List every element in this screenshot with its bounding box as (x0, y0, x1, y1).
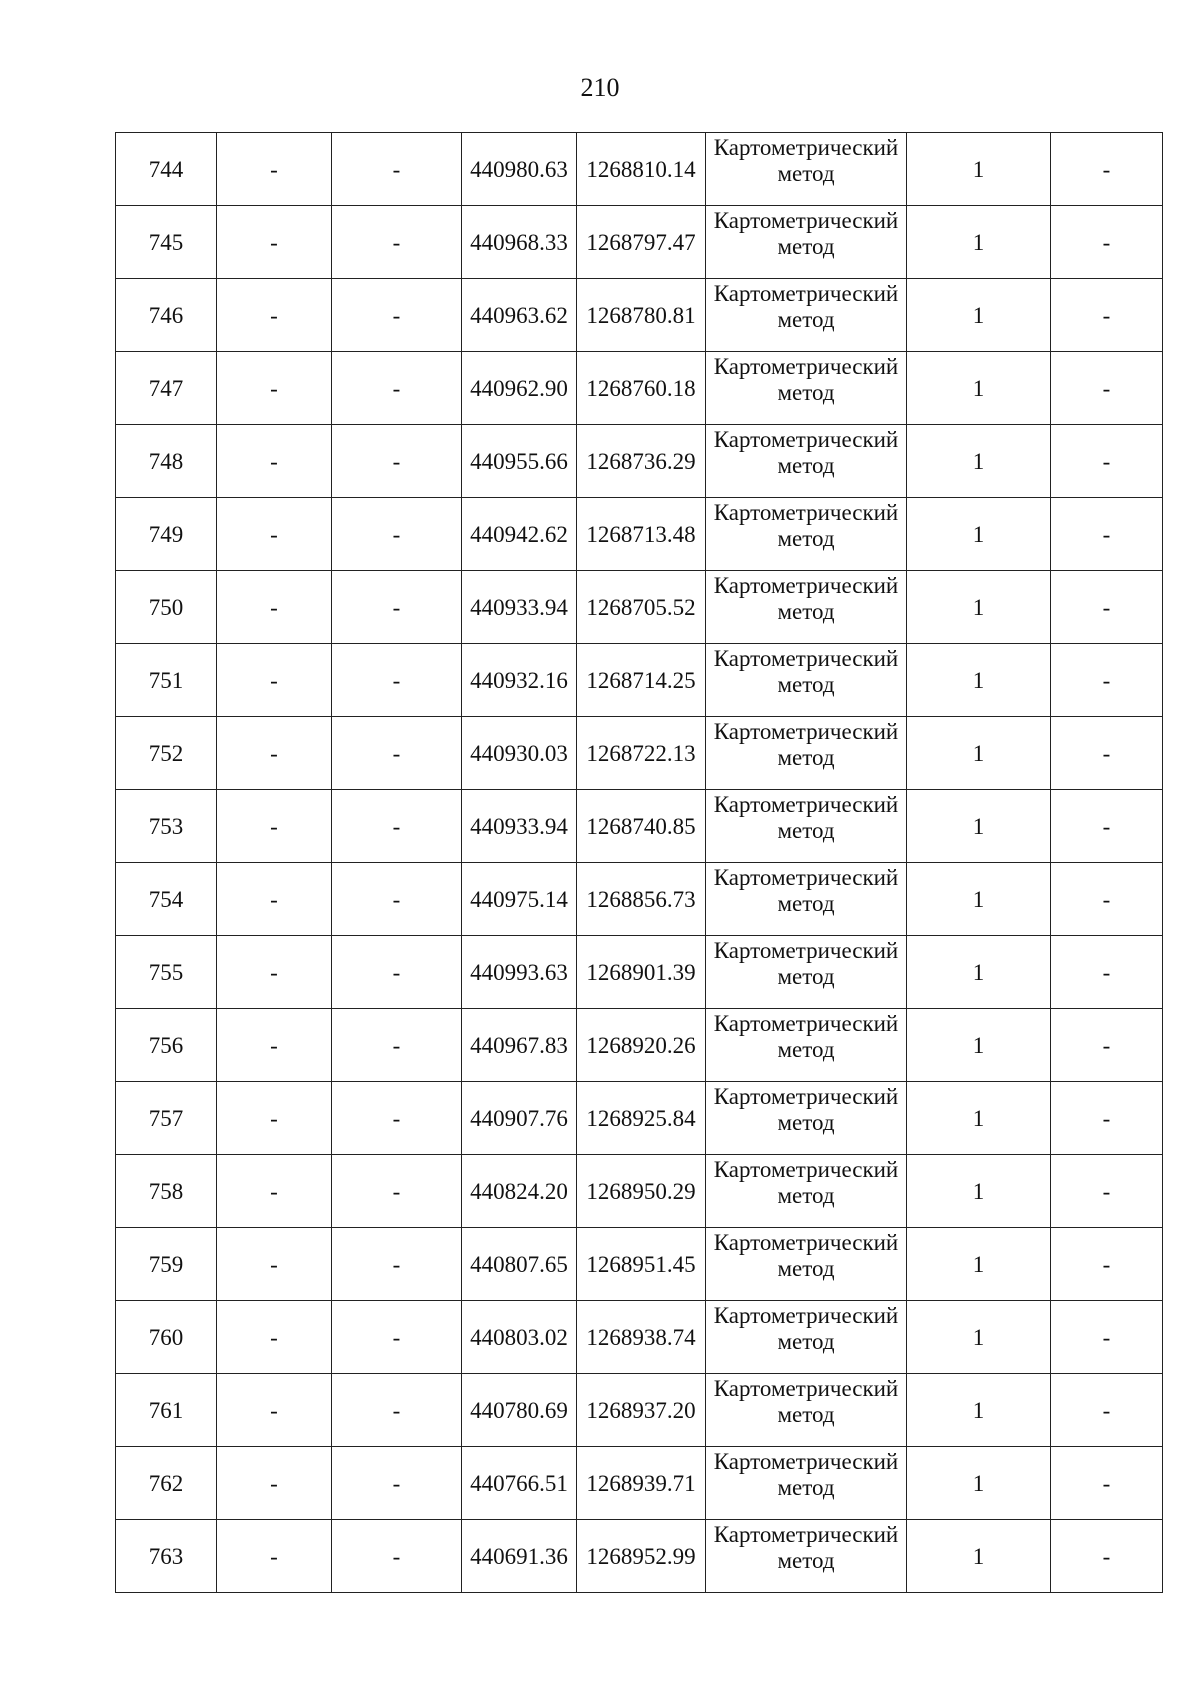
empty-value-cell: - (217, 644, 332, 717)
empty-value-cell: - (1051, 644, 1163, 717)
method-line-1: Картометрический (713, 865, 899, 890)
table-body (116, 133, 1163, 1593)
point-number-cell: 745 (116, 206, 217, 279)
method-line-1: Картометрический (713, 719, 899, 744)
table-row (116, 1009, 1163, 1082)
method-line-1: Картометрический (713, 500, 899, 525)
y-coordinate-cell: 1268705.52 (577, 571, 706, 644)
empty-value-cell: - (1051, 1009, 1163, 1082)
accuracy-cell: 1 (907, 1228, 1051, 1301)
x-coordinate-cell: 440766.51 (462, 1447, 577, 1520)
method-cell (706, 1155, 907, 1228)
method-line-2: метод (777, 964, 835, 989)
x-coordinate-cell: 440942.62 (462, 498, 577, 571)
accuracy-cell: 1 (907, 1082, 1051, 1155)
method-line-1: Картометрический (713, 938, 899, 963)
y-coordinate-cell: 1268937.20 (577, 1374, 706, 1447)
method-cell (706, 644, 907, 717)
table-row (116, 1447, 1163, 1520)
y-coordinate-cell: 1268925.84 (577, 1082, 706, 1155)
empty-value-cell: - (332, 279, 462, 352)
accuracy-cell: 1 (907, 644, 1051, 717)
empty-value-cell: - (217, 863, 332, 936)
empty-value-cell: - (332, 644, 462, 717)
empty-value-cell: - (332, 1447, 462, 1520)
table-row (116, 717, 1163, 790)
empty-value-cell: - (332, 1228, 462, 1301)
table-row (116, 1082, 1163, 1155)
y-coordinate-cell: 1268856.73 (577, 863, 706, 936)
empty-value-cell: - (1051, 1082, 1163, 1155)
empty-value-cell: - (332, 1082, 462, 1155)
accuracy-cell: 1 (907, 1374, 1051, 1447)
accuracy-cell: 1 (907, 206, 1051, 279)
y-coordinate-cell: 1268939.71 (577, 1447, 706, 1520)
method-cell (706, 206, 907, 279)
empty-value-cell: - (332, 717, 462, 790)
point-number-cell: 761 (116, 1374, 217, 1447)
method-cell (706, 1447, 907, 1520)
empty-value-cell: - (1051, 717, 1163, 790)
accuracy-cell: 1 (907, 352, 1051, 425)
method-line-2: метод (777, 1548, 835, 1573)
method-line-2: метод (777, 380, 835, 405)
empty-value-cell: - (1051, 206, 1163, 279)
table-row (116, 790, 1163, 863)
empty-value-cell: - (1051, 352, 1163, 425)
empty-value-cell: - (217, 206, 332, 279)
x-coordinate-cell: 440955.66 (462, 425, 577, 498)
method-line-2: метод (777, 1329, 835, 1354)
accuracy-cell: 1 (907, 425, 1051, 498)
method-line-1: Картометрический (713, 1522, 899, 1547)
empty-value-cell: - (217, 352, 332, 425)
point-number-cell: 747 (116, 352, 217, 425)
method-line-1: Картометрический (713, 135, 899, 160)
x-coordinate-cell: 440824.20 (462, 1155, 577, 1228)
empty-value-cell: - (217, 425, 332, 498)
table-row (116, 1301, 1163, 1374)
method-line-2: метод (777, 234, 835, 259)
empty-value-cell: - (1051, 1520, 1163, 1593)
point-number-cell: 752 (116, 717, 217, 790)
method-line-2: метод (777, 891, 835, 916)
empty-value-cell: - (217, 279, 332, 352)
table-row (116, 425, 1163, 498)
empty-value-cell: - (1051, 1228, 1163, 1301)
x-coordinate-cell: 440980.63 (462, 133, 577, 206)
table-row (116, 279, 1163, 352)
point-number-cell: 756 (116, 1009, 217, 1082)
table-row (116, 206, 1163, 279)
empty-value-cell: - (217, 1520, 332, 1593)
accuracy-cell: 1 (907, 1520, 1051, 1593)
accuracy-cell: 1 (907, 498, 1051, 571)
point-number-cell: 751 (116, 644, 217, 717)
empty-value-cell: - (332, 1520, 462, 1593)
empty-value-cell: - (217, 1374, 332, 1447)
x-coordinate-cell: 440962.90 (462, 352, 577, 425)
empty-value-cell: - (332, 352, 462, 425)
method-line-1: Картометрический (713, 427, 899, 452)
accuracy-cell: 1 (907, 1009, 1051, 1082)
point-number-cell: 749 (116, 498, 217, 571)
method-line-2: метод (777, 745, 835, 770)
method-cell (706, 133, 907, 206)
coordinates-table (115, 132, 1163, 1593)
method-line-1: Картометрический (713, 1011, 899, 1036)
method-line-1: Картометрический (713, 646, 899, 671)
empty-value-cell: - (217, 571, 332, 644)
point-number-cell: 758 (116, 1155, 217, 1228)
empty-value-cell: - (332, 1374, 462, 1447)
method-cell (706, 571, 907, 644)
point-number-cell: 753 (116, 790, 217, 863)
empty-value-cell: - (1051, 498, 1163, 571)
table-row (116, 863, 1163, 936)
empty-value-cell: - (217, 717, 332, 790)
empty-value-cell: - (332, 936, 462, 1009)
table-row (116, 644, 1163, 717)
x-coordinate-cell: 440930.03 (462, 717, 577, 790)
method-line-2: метод (777, 1110, 835, 1135)
y-coordinate-cell: 1268760.18 (577, 352, 706, 425)
x-coordinate-cell: 440967.83 (462, 1009, 577, 1082)
y-coordinate-cell: 1268780.81 (577, 279, 706, 352)
method-cell (706, 279, 907, 352)
empty-value-cell: - (332, 863, 462, 936)
method-line-1: Картометрический (713, 1303, 899, 1328)
table-row (116, 498, 1163, 571)
method-cell (706, 1301, 907, 1374)
empty-value-cell: - (332, 206, 462, 279)
point-number-cell: 748 (116, 425, 217, 498)
method-cell (706, 1228, 907, 1301)
empty-value-cell: - (332, 425, 462, 498)
y-coordinate-cell: 1268920.26 (577, 1009, 706, 1082)
accuracy-cell: 1 (907, 1155, 1051, 1228)
empty-value-cell: - (332, 1301, 462, 1374)
empty-value-cell: - (1051, 790, 1163, 863)
empty-value-cell: - (217, 1301, 332, 1374)
y-coordinate-cell: 1268713.48 (577, 498, 706, 571)
method-line-2: метод (777, 453, 835, 478)
empty-value-cell: - (217, 1447, 332, 1520)
method-line-1: Картометрический (713, 792, 899, 817)
method-cell (706, 790, 907, 863)
method-cell (706, 717, 907, 790)
accuracy-cell: 1 (907, 790, 1051, 863)
y-coordinate-cell: 1268938.74 (577, 1301, 706, 1374)
y-coordinate-cell: 1268810.14 (577, 133, 706, 206)
empty-value-cell: - (1051, 425, 1163, 498)
point-number-cell: 759 (116, 1228, 217, 1301)
empty-value-cell: - (332, 1155, 462, 1228)
method-cell (706, 863, 907, 936)
table-row (116, 1155, 1163, 1228)
method-line-1: Картометрический (713, 1230, 899, 1255)
table-row (116, 133, 1163, 206)
method-line-2: метод (777, 307, 835, 332)
method-cell (706, 1082, 907, 1155)
method-line-2: метод (777, 1256, 835, 1281)
accuracy-cell: 1 (907, 1301, 1051, 1374)
x-coordinate-cell: 440932.16 (462, 644, 577, 717)
empty-value-cell: - (217, 1082, 332, 1155)
x-coordinate-cell: 440803.02 (462, 1301, 577, 1374)
empty-value-cell: - (1051, 1447, 1163, 1520)
page-number: 210 (580, 73, 620, 102)
y-coordinate-cell: 1268740.85 (577, 790, 706, 863)
x-coordinate-cell: 440993.63 (462, 936, 577, 1009)
method-line-1: Картометрический (713, 281, 899, 306)
empty-value-cell: - (217, 1228, 332, 1301)
accuracy-cell: 1 (907, 936, 1051, 1009)
point-number-cell: 757 (116, 1082, 217, 1155)
empty-value-cell: - (1051, 1301, 1163, 1374)
y-coordinate-cell: 1268722.13 (577, 717, 706, 790)
method-cell (706, 425, 907, 498)
method-line-1: Картометрический (713, 573, 899, 598)
accuracy-cell: 1 (907, 571, 1051, 644)
table-row (116, 1520, 1163, 1593)
method-cell (706, 1009, 907, 1082)
method-line-2: метод (777, 1475, 835, 1500)
method-line-2: метод (777, 1037, 835, 1062)
empty-value-cell: - (1051, 133, 1163, 206)
method-line-2: метод (777, 161, 835, 186)
method-line-1: Картометрический (713, 1157, 899, 1182)
method-line-2: метод (777, 1183, 835, 1208)
point-number-cell: 744 (116, 133, 217, 206)
point-number-cell: 750 (116, 571, 217, 644)
empty-value-cell: - (332, 133, 462, 206)
y-coordinate-cell: 1268950.29 (577, 1155, 706, 1228)
y-coordinate-cell: 1268714.25 (577, 644, 706, 717)
method-line-1: Картометрический (713, 1376, 899, 1401)
point-number-cell: 762 (116, 1447, 217, 1520)
method-line-2: метод (777, 599, 835, 624)
empty-value-cell: - (1051, 936, 1163, 1009)
x-coordinate-cell: 440975.14 (462, 863, 577, 936)
accuracy-cell: 1 (907, 717, 1051, 790)
y-coordinate-cell: 1268951.45 (577, 1228, 706, 1301)
empty-value-cell: - (332, 498, 462, 571)
empty-value-cell: - (217, 1009, 332, 1082)
method-cell (706, 936, 907, 1009)
empty-value-cell: - (1051, 1374, 1163, 1447)
empty-value-cell: - (217, 790, 332, 863)
method-line-1: Картометрический (713, 1084, 899, 1109)
table-row (116, 571, 1163, 644)
y-coordinate-cell: 1268736.29 (577, 425, 706, 498)
y-coordinate-cell: 1268952.99 (577, 1520, 706, 1593)
empty-value-cell: - (1051, 571, 1163, 644)
empty-value-cell: - (1051, 279, 1163, 352)
accuracy-cell: 1 (907, 1447, 1051, 1520)
x-coordinate-cell: 440691.36 (462, 1520, 577, 1593)
method-line-2: метод (777, 672, 835, 697)
x-coordinate-cell: 440968.33 (462, 206, 577, 279)
empty-value-cell: - (332, 790, 462, 863)
accuracy-cell: 1 (907, 279, 1051, 352)
y-coordinate-cell: 1268901.39 (577, 936, 706, 1009)
accuracy-cell: 1 (907, 133, 1051, 206)
method-line-1: Картометрический (713, 208, 899, 233)
empty-value-cell: - (1051, 863, 1163, 936)
method-line-2: метод (777, 818, 835, 843)
table-row (116, 352, 1163, 425)
x-coordinate-cell: 440933.94 (462, 790, 577, 863)
method-line-2: метод (777, 526, 835, 551)
x-coordinate-cell: 440780.69 (462, 1374, 577, 1447)
method-cell (706, 1520, 907, 1593)
y-coordinate-cell: 1268797.47 (577, 206, 706, 279)
table-row (116, 936, 1163, 1009)
x-coordinate-cell: 440933.94 (462, 571, 577, 644)
empty-value-cell: - (217, 498, 332, 571)
method-line-1: Картометрический (713, 1449, 899, 1474)
point-number-cell: 754 (116, 863, 217, 936)
point-number-cell: 746 (116, 279, 217, 352)
point-number-cell: 755 (116, 936, 217, 1009)
table-row (116, 1374, 1163, 1447)
method-cell (706, 352, 907, 425)
method-line-2: метод (777, 1402, 835, 1427)
empty-value-cell: - (332, 1009, 462, 1082)
x-coordinate-cell: 440963.62 (462, 279, 577, 352)
x-coordinate-cell: 440907.76 (462, 1082, 577, 1155)
empty-value-cell: - (217, 1155, 332, 1228)
empty-value-cell: - (217, 133, 332, 206)
empty-value-cell: - (332, 571, 462, 644)
x-coordinate-cell: 440807.65 (462, 1228, 577, 1301)
accuracy-cell: 1 (907, 863, 1051, 936)
method-cell (706, 498, 907, 571)
empty-value-cell: - (217, 936, 332, 1009)
point-number-cell: 763 (116, 1520, 217, 1593)
empty-value-cell: - (1051, 1155, 1163, 1228)
point-number-cell: 760 (116, 1301, 217, 1374)
table-row (116, 1228, 1163, 1301)
method-cell (706, 1374, 907, 1447)
method-line-1: Картометрический (713, 354, 899, 379)
